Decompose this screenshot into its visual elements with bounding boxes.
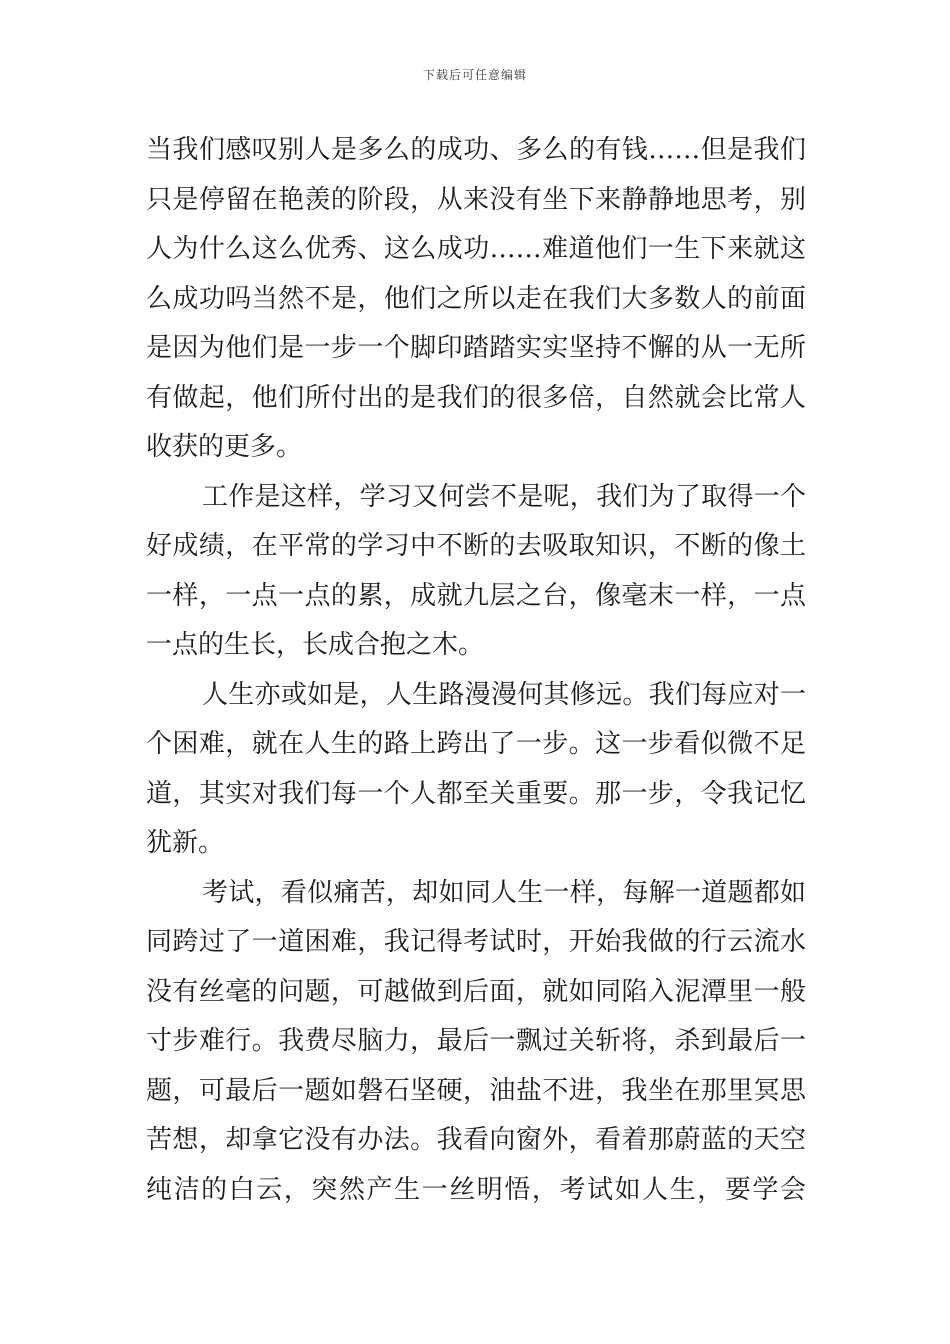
page-header: 下载后可任意编辑 [422, 68, 527, 82]
text-line: 纯洁的白云，突然产生一丝明悟，考试如人生，要学会 [146, 1174, 806, 1205]
paragraph-2 [146, 473, 806, 671]
text-line: 寸步难行。我费尽脑力，最后一飘过关斩将，杀到最后一 [146, 1026, 806, 1056]
text-line: 收获的更多。 [146, 432, 303, 462]
text-line: 考试，看似痛苦，却如同人生一样，每解一道题都如 [202, 877, 806, 908]
text-line: 题，可最后一题如磐石坚硬，油盐不进，我坐在那里冥思 [146, 1075, 806, 1106]
text-line: 好成绩，在平常的学习中不断的去吸取知识，不断的像土 [146, 531, 806, 561]
text-line: 么成功吗当然不是，他们之所以走在我们大多数人的前面 [146, 283, 806, 314]
text-line: 苦想，却拿它没有办法。我看向窗外，看着那蔚蓝的天空 [146, 1125, 806, 1155]
text-line: 是因为他们是一步一个脚印踏踏实实坚持不懈的从一无所 [146, 333, 806, 363]
text-line: 犹新。 [146, 828, 225, 858]
text-line: 人生亦或如是，人生路漫漫何其修远。我们每应对一 [202, 679, 806, 710]
text-line: 工作是这样，学习又何尝不是呢，我们为了取得一个 [202, 481, 806, 512]
paragraph-3 [146, 671, 806, 869]
text-line: 个困难，就在人生的路上跨出了一步。这一步看似微不足 [146, 729, 806, 759]
text-line: 一点的生长，长成合抱之木。 [146, 630, 485, 660]
text-line: 当我们感叹别人是多么的成功、多么的有钱……但是我们 [146, 135, 806, 165]
text-line: 只是停留在艳羡的阶段，从来没有坐下来静静地思考，别 [146, 184, 806, 215]
paragraph-4 [146, 869, 806, 1216]
text-line: 一样，一点一点的累，成就九层之台，像毫末一样，一点 [146, 580, 806, 611]
paragraph-1 [146, 126, 806, 473]
text-line: 同跨过了一道困难，我记得考试时，开始我做的行云流水 [146, 927, 806, 957]
text-line: 人为什么这么优秀、这么成功……难道他们一生下来就这 [146, 234, 806, 264]
document-body [146, 126, 806, 1215]
text-line: 有做起，他们所付出的是我们的很多倍，自然就会比常人 [146, 382, 806, 413]
text-line: 道，其实对我们每一个人都至关重要。那一步，令我记忆 [146, 778, 806, 809]
text-line: 没有丝毫的问题，可越做到后面，就如同陷入泥潭里一般 [146, 976, 806, 1007]
